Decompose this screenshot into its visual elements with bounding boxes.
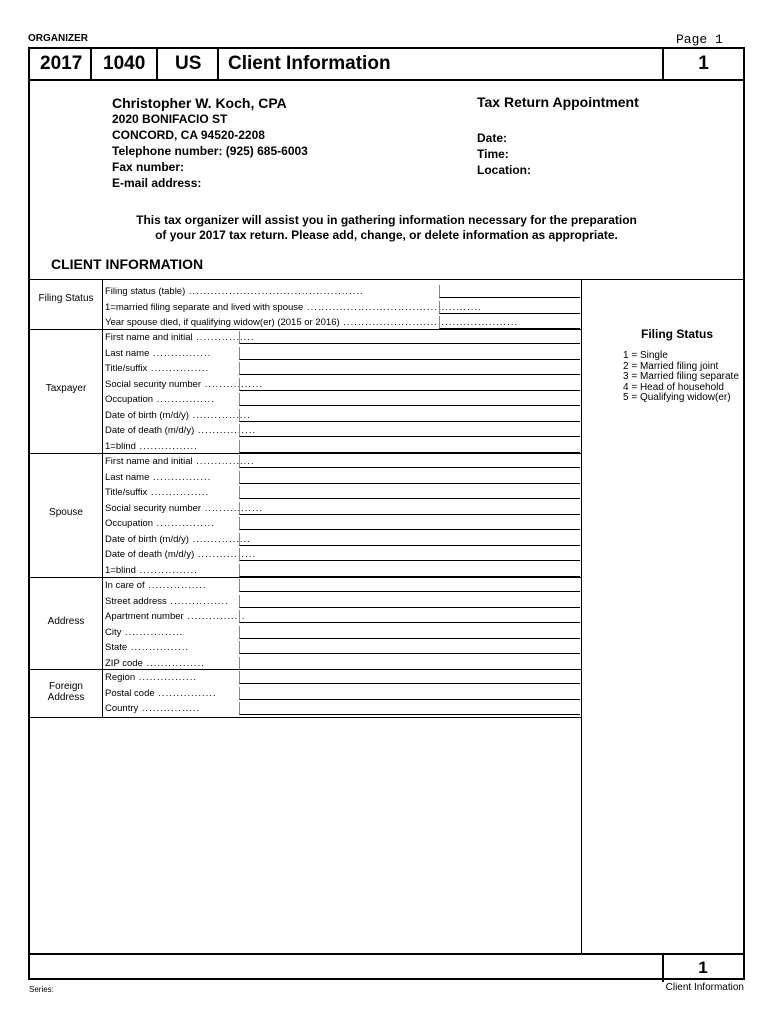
field-input[interactable] xyxy=(239,626,580,639)
leader-dots: ................ xyxy=(142,657,205,669)
field-label xyxy=(105,470,238,486)
leader-dots: ................................................ xyxy=(185,286,364,297)
field-label xyxy=(105,594,238,610)
field-label xyxy=(105,656,238,672)
intro-line-2: of your 2017 tax return. Please add, change, or delete information as appropriate. xyxy=(155,228,618,242)
field-label-text: Occupation xyxy=(105,518,154,529)
field-input[interactable] xyxy=(239,362,580,375)
field-input[interactable] xyxy=(239,455,580,468)
section-title: CLIENT INFORMATION xyxy=(51,256,204,272)
field-label-text: 1=blind xyxy=(105,564,136,576)
leader-dots: ................ xyxy=(135,672,197,683)
field-input[interactable] xyxy=(239,393,580,406)
leader-dots: ................ xyxy=(144,580,207,591)
field-label-text: First name and initial xyxy=(105,456,193,467)
field-label xyxy=(105,501,263,517)
organizer-page xyxy=(28,47,745,980)
appointment-date: Date: xyxy=(477,131,508,145)
field-label-text: First name and initial xyxy=(105,332,193,343)
leader-dots: ................ xyxy=(147,363,210,374)
field-input[interactable] xyxy=(239,502,580,515)
series-label: Series: xyxy=(29,985,54,994)
field-label-text: Date of birth (m/d/y) xyxy=(105,409,189,421)
group-label-taxpayer: Taxpayer xyxy=(45,383,87,394)
filing-status-option: 1 = Single xyxy=(623,350,668,361)
field-label xyxy=(105,516,238,532)
field-input[interactable] xyxy=(239,548,580,561)
leader-dots: ................ xyxy=(194,425,257,436)
leader-dots: ................ xyxy=(192,456,255,467)
field-input[interactable] xyxy=(239,702,580,715)
field-input[interactable] xyxy=(239,471,580,484)
appointment-title: Tax Return Appointment xyxy=(477,94,639,110)
field-input[interactable] xyxy=(239,331,580,344)
field-input[interactable] xyxy=(239,564,580,577)
field-label xyxy=(105,377,263,393)
field-input[interactable] xyxy=(239,641,580,654)
jurisdiction: US xyxy=(175,53,202,74)
field-input[interactable] xyxy=(239,610,580,623)
field-input[interactable] xyxy=(239,579,580,592)
field-label xyxy=(105,423,257,439)
leader-dots: ................................................ xyxy=(303,301,482,313)
field-input[interactable] xyxy=(239,424,580,437)
label-column-divider xyxy=(102,279,103,717)
tax-year: 2017 xyxy=(40,53,83,74)
intro-text xyxy=(30,213,743,243)
field-label-text: City xyxy=(105,626,122,638)
leader-dots: ................ xyxy=(127,642,190,653)
leader-dots: ................ xyxy=(149,471,212,483)
leader-dots: ................ xyxy=(138,703,201,714)
leader-dots: ................ xyxy=(149,347,212,359)
field-label xyxy=(105,670,238,686)
field-label-text: 1=blind xyxy=(105,440,136,452)
leader-dots: ................ xyxy=(201,502,263,514)
group-label-filing-status: Filing Status xyxy=(38,293,94,304)
leader-dots: ................ xyxy=(147,487,210,498)
leader-dots: ................................................ xyxy=(339,317,518,328)
field-input[interactable] xyxy=(239,687,580,700)
footer-title: Client Information xyxy=(665,982,744,993)
field-input[interactable] xyxy=(239,533,580,546)
filing-status-option: 3 = Married filing separate xyxy=(623,371,739,382)
leader-dots: ................ xyxy=(153,394,215,405)
leader-dots: ................ xyxy=(183,611,246,622)
field-label-text: Date of death (m/d/y) xyxy=(105,549,195,560)
intro-line-1: This tax organizer will assist you in gathering information necessary for the preparation xyxy=(136,213,637,227)
field-label-text: Title/suffix xyxy=(105,363,148,374)
leader-dots: ................ xyxy=(135,440,198,452)
field-label-text: 1=married filing separate and lived with spouse xyxy=(105,301,304,313)
group-label-spouse: Spouse xyxy=(49,507,83,518)
header-row xyxy=(30,49,743,81)
page-label: Page 1 xyxy=(676,32,723,47)
field-input[interactable] xyxy=(239,595,580,608)
filing-status-option: 4 = Head of household xyxy=(623,381,724,393)
fields-right-divider xyxy=(581,279,582,953)
field-input[interactable] xyxy=(239,486,580,499)
firm-address-line1: 2020 BONIFACIO ST xyxy=(112,112,228,126)
field-label-text: Street address xyxy=(105,595,167,607)
field-label xyxy=(105,547,257,563)
field-label-text: State xyxy=(105,642,128,653)
field-input[interactable] xyxy=(239,657,580,670)
filing-status-option: 2 = Married filing joint xyxy=(623,360,719,372)
filing-status-legend-title: Filing Status xyxy=(641,327,713,341)
leader-dots: ................ xyxy=(153,518,215,529)
firm-name: Christopher W. Koch, CPA xyxy=(112,95,287,111)
filing-status-option: 5 = Qualifying widow(er) xyxy=(623,392,731,403)
field-label xyxy=(105,300,482,316)
group-label-foreign-address: Foreign Address xyxy=(47,681,85,703)
field-label-text: Year spouse died, if qualifying widow(er) (2015 or 2016) xyxy=(105,317,340,328)
field-label-text: Last name xyxy=(105,471,150,483)
field-label-text: Date of birth (m/d/y) xyxy=(105,533,189,545)
field-label xyxy=(105,625,238,641)
field-input[interactable] xyxy=(239,517,580,530)
leader-dots: ................ xyxy=(192,332,255,343)
field-label xyxy=(105,284,437,300)
field-label xyxy=(105,330,255,346)
field-label-text: Last name xyxy=(105,347,150,359)
field-label xyxy=(105,392,238,408)
field-label-text: Country xyxy=(105,703,139,714)
leader-dots: ................ xyxy=(154,687,217,699)
field-input[interactable] xyxy=(439,285,580,298)
field-label xyxy=(105,439,238,455)
field-input[interactable] xyxy=(239,440,580,453)
leader-dots: ................ xyxy=(135,564,198,576)
field-label-text: ZIP code xyxy=(105,657,143,669)
field-label xyxy=(105,686,238,702)
field-label-text: Date of death (m/d/y) xyxy=(105,425,195,436)
leader-dots: ................ xyxy=(166,595,229,607)
field-label-text: Social security number xyxy=(105,502,202,514)
page-title: Client Information xyxy=(228,53,391,74)
field-input[interactable] xyxy=(439,316,580,329)
field-label xyxy=(105,578,238,594)
firm-email: E-mail address: xyxy=(112,176,202,190)
field-label xyxy=(105,609,246,625)
leader-dots: ................ xyxy=(201,378,263,390)
field-input[interactable] xyxy=(239,378,580,391)
field-input[interactable] xyxy=(439,301,580,314)
leader-dots: ................ xyxy=(188,533,251,545)
field-label xyxy=(105,454,255,470)
field-label-text: Occupation xyxy=(105,394,154,405)
field-label xyxy=(105,346,238,362)
field-label-text: In care of xyxy=(105,580,145,591)
field-label-text: Region xyxy=(105,672,136,683)
field-label xyxy=(105,640,238,656)
firm-info xyxy=(112,95,308,191)
appointment-info xyxy=(477,94,639,178)
field-label xyxy=(105,485,238,501)
field-label-text: Filing status (table) xyxy=(105,286,186,297)
firm-address-line2: CONCORD, CA 94520-2208 xyxy=(112,128,265,142)
header-page-number: 1 xyxy=(698,53,709,74)
organizer-label: ORGANIZER xyxy=(28,33,88,44)
field-label xyxy=(105,315,518,331)
footer-page-number: 1 xyxy=(662,953,742,982)
footer-divider xyxy=(30,953,743,955)
field-label xyxy=(105,408,251,424)
section-divider xyxy=(30,279,743,280)
leader-dots: ................ xyxy=(194,549,257,560)
field-label xyxy=(105,701,238,717)
field-label-text: Postal code xyxy=(105,687,155,699)
firm-fax: Fax number: xyxy=(112,160,185,174)
appointment-location: Location: xyxy=(477,163,531,177)
field-label xyxy=(105,563,238,579)
form-number: 1040 xyxy=(103,53,146,74)
appointment-time: Time: xyxy=(477,147,509,161)
group-label-address: Address xyxy=(47,616,85,627)
field-input[interactable] xyxy=(239,671,580,684)
field-label-text: Social security number xyxy=(105,378,202,390)
field-input[interactable] xyxy=(239,347,580,360)
field-label-text: Apartment number xyxy=(105,611,184,622)
filing-status-legend xyxy=(592,327,742,404)
firm-telephone: Telephone number: (925) 685-6003 xyxy=(112,144,308,158)
field-label xyxy=(105,532,251,548)
leader-dots: ................ xyxy=(188,409,251,421)
leader-dots: ................ xyxy=(121,626,184,638)
field-label xyxy=(105,361,238,377)
field-input[interactable] xyxy=(239,409,580,422)
field-label-text: Title/suffix xyxy=(105,487,148,498)
